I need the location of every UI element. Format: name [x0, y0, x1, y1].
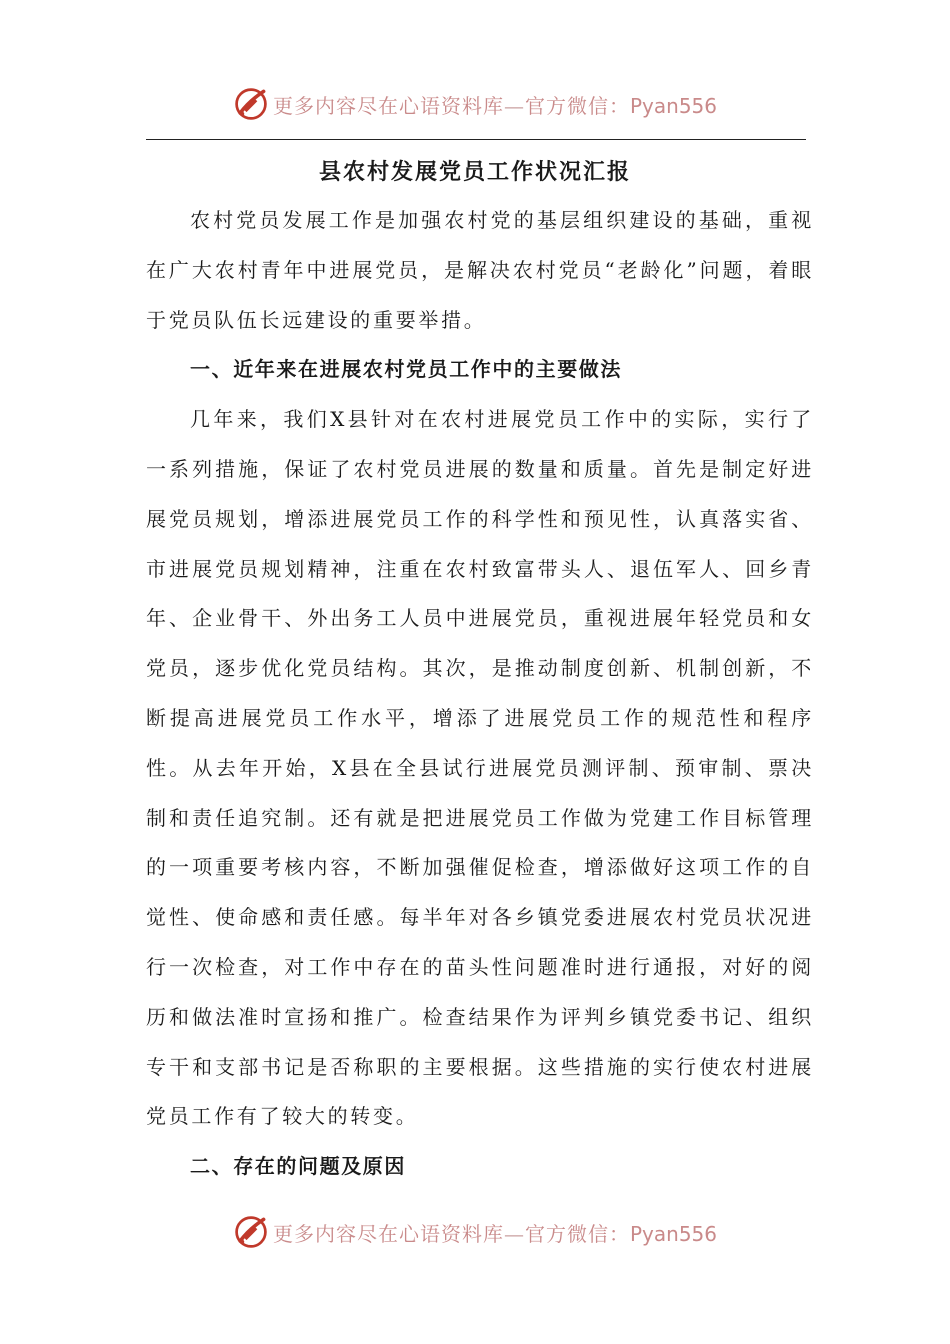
- pen-logo-icon: [233, 1214, 269, 1250]
- header-banner-slogan: 更多内容尽在心语资料库: [272, 93, 504, 118]
- header-banner-contact-id: Pyan556: [629, 93, 717, 118]
- header-divider: [146, 139, 806, 140]
- section1-heading: 一、近年来在进展农村党员工作中的主要做法: [190, 357, 622, 382]
- pen-logo-icon: [233, 86, 269, 122]
- footer-banner-contact-label: 官方微信：: [524, 1221, 630, 1246]
- footer-banner-text: [273, 1218, 717, 1247]
- section1-paragraph: 几年来，我们X县针对在农村进展党员工作中的实际，实行了一系列措施，保证了农村党员进展的数量和质量。首先是制定好进展党员规划，增添进展党员工作的科学性和预见性，认真落实省、市进展党员规划精神，注重在农村致富带头人、退伍军人、回乡青年、企业骨干、外出务工人员中进展党员，重视进展年轻党员和女党员，逐步优化党员结构。其次，是推动制度创新、机制创新，不断提高进展党员工作水平，增添了进展党员工作的规范性和程序性。从去年开始，X县在全县试行进展党员测评制、预审制、票决制和责任追究制。还有就是把进展党员工作做为党建工作目标管理的一项重要考核内容，不断加强催促检查，增添做好这项工作的自觉性、使命感和责任感。每半年对各乡镇党委进展农村党员状况进行一次检查，对工作中存在的苗头性问题准时进行通报，对好的阅历和做法准时宣扬和推广。检查结果作为评判乡镇党委书记、组织专干和支部书记是否称职的主要根据。这些措施的实行使农村进展党员工作有了较大的转变。: [146, 407, 814, 1129]
- document-body: [146, 196, 814, 1192]
- header-banner: [0, 84, 950, 124]
- footer-banner-slogan: 更多内容尽在心语资料库: [272, 1221, 504, 1246]
- header-banner-separator: —: [503, 93, 525, 118]
- section2-heading: 二、存在的问题及原因: [190, 1154, 406, 1179]
- intro-paragraph: 农村党员发展工作是加强农村党的基层组织建设的基础，重视在广大农村青年中进展党员，是解决农村党员“老龄化”问题，着眼于党员队伍长远建设的重要举措。: [146, 208, 814, 332]
- document-title: 县农村发展党员工作状况汇报: [318, 159, 631, 185]
- header-banner-contact-label: 官方微信：: [524, 93, 630, 118]
- footer-banner-contact-id: Pyan556: [629, 1221, 717, 1246]
- footer-banner: [0, 1212, 950, 1252]
- header-banner-text: [273, 90, 717, 119]
- footer-banner-separator: —: [503, 1221, 525, 1246]
